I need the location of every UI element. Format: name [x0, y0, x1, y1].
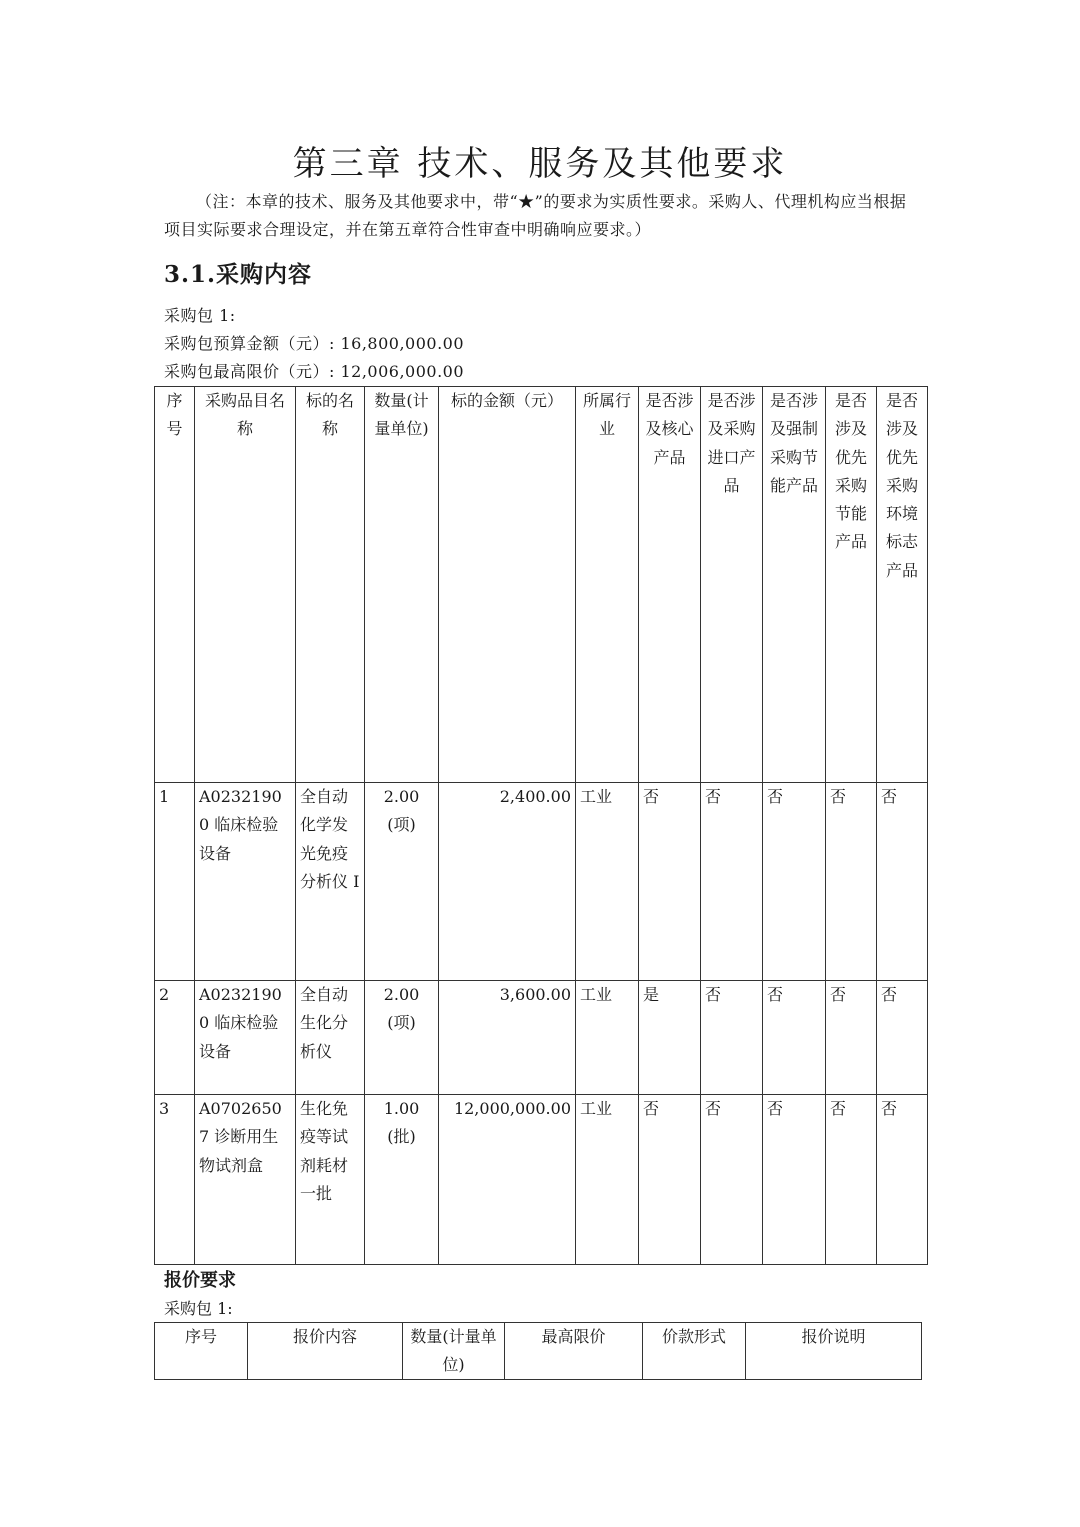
cell-core-product: 否	[639, 1095, 701, 1265]
cell-industry: 工业	[576, 981, 639, 1095]
quote-package-label: 采购包 1:	[164, 1299, 233, 1318]
table-row	[155, 981, 928, 1095]
package-label: 采购包 1:	[164, 306, 236, 325]
cell-amount: 2,400.00	[439, 783, 576, 981]
quote-header-seq: 序号	[155, 1323, 248, 1380]
cell-seq: 2	[155, 981, 195, 1095]
cell-mandatory-energy: 否	[763, 981, 826, 1095]
quote-header-content: 报价内容	[248, 1323, 403, 1380]
cell-priority-energy: 否	[826, 981, 877, 1095]
cell-env-label: 否	[877, 981, 928, 1095]
cell-seq: 1	[155, 783, 195, 981]
cell-category: A07026507 诊断用生物试剂盒	[195, 1095, 296, 1265]
cell-category: A02321900 临床检验设备	[195, 981, 296, 1095]
table-row	[155, 783, 928, 981]
header-import-product: 是否涉及采购进口产品	[701, 387, 763, 783]
cell-industry: 工业	[576, 1095, 639, 1265]
cell-quantity: 2.00 (项)	[365, 981, 439, 1095]
cell-amount: 12,000,000.00	[439, 1095, 576, 1265]
header-amount: 标的金额（元）	[439, 387, 576, 783]
cell-quantity: 1.00 (批)	[365, 1095, 439, 1265]
cell-priority-energy: 否	[826, 1095, 877, 1265]
header-env-label: 是否涉及优先采购环境标志产品	[877, 387, 928, 783]
max-price: 采购包最高限价（元）: 12,006,000.00	[164, 362, 465, 381]
header-quantity: 数量(计量单位)	[365, 387, 439, 783]
quote-header-max-price: 最高限价	[505, 1323, 643, 1380]
header-seq: 序号	[155, 387, 195, 783]
cell-amount: 3,600.00	[439, 981, 576, 1095]
cell-env-label: 否	[877, 1095, 928, 1265]
cell-priority-energy: 否	[826, 783, 877, 981]
cell-quantity: 2.00 (项)	[365, 783, 439, 981]
cell-import-product: 否	[701, 1095, 763, 1265]
quote-header-quantity: 数量(计量单位)	[403, 1323, 505, 1380]
cell-env-label: 否	[877, 783, 928, 981]
header-mandatory-energy: 是否涉及强制采购节能产品	[763, 387, 826, 783]
section-title: 3.1.采购内容	[164, 261, 313, 288]
chapter-note: （注：本章的技术、服务及其他要求中，带“★”的要求为实质性要求。采购人、代理机构应当根据项目实际要求合理设定，并在第五章符合性审查中明确响应要求。）	[164, 192, 907, 239]
cell-mandatory-energy: 否	[763, 1095, 826, 1265]
cell-mandatory-energy: 否	[763, 783, 826, 981]
page-title: 第三章 技术、服务及其他要求	[292, 144, 788, 184]
header-core-product: 是否涉及核心产品	[639, 387, 701, 783]
cell-category: A02321900 临床检验设备	[195, 783, 296, 981]
cell-item-name: 全自动化学发光免疫分析仪 I	[296, 783, 365, 981]
cell-item-name: 全自动生化分析仪	[296, 981, 365, 1095]
header-category: 采购品目名称	[195, 387, 296, 783]
cell-core-product: 否	[639, 783, 701, 981]
header-industry: 所属行业	[576, 387, 639, 783]
quote-header-payment-form: 价款形式	[643, 1323, 746, 1380]
cell-core-product: 是	[639, 981, 701, 1095]
budget-amount: 采购包预算金额（元）: 16,800,000.00	[164, 334, 465, 353]
procurement-items-table	[154, 386, 928, 1265]
header-priority-energy: 是否涉及优先采购节能产品	[826, 387, 877, 783]
table-row	[155, 1095, 928, 1265]
cell-item-name: 生化免疫等试剂耗材一批	[296, 1095, 365, 1265]
header-item-name: 标的名称	[296, 387, 365, 783]
cell-import-product: 否	[701, 981, 763, 1095]
quote-heading: 报价要求	[164, 1270, 236, 1291]
cell-industry: 工业	[576, 783, 639, 981]
quote-header-description: 报价说明	[746, 1323, 922, 1380]
cell-seq: 3	[155, 1095, 195, 1265]
quote-table	[154, 1322, 922, 1380]
cell-import-product: 否	[701, 783, 763, 981]
